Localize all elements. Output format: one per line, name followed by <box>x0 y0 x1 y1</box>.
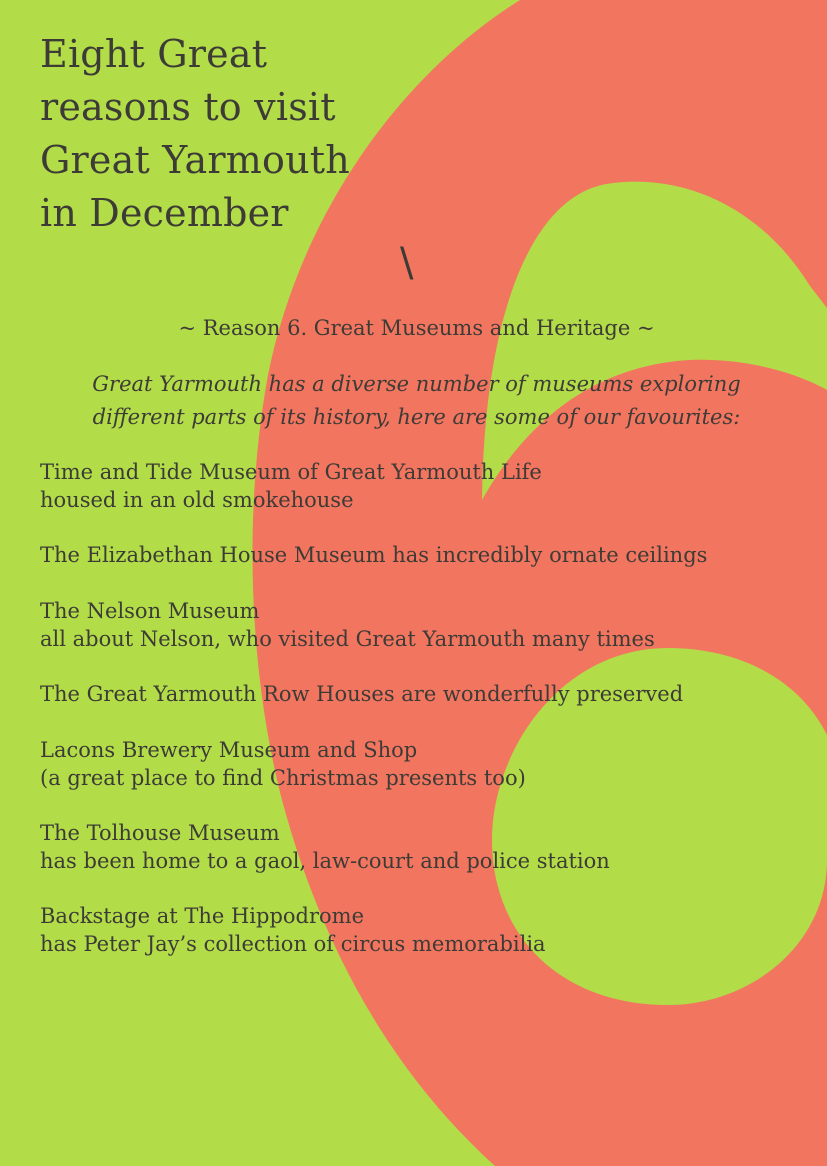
museum-item <box>40 680 683 708</box>
slash-mark: \ <box>400 240 414 286</box>
intro-line: different parts of its history, here are some of our favourites: <box>92 405 741 429</box>
museum-name: Lacons Brewery Museum and Shop <box>40 738 418 762</box>
museum-description: (a great place to find Christmas presents too) <box>40 766 526 790</box>
museum-name: Time and Tide Museum of Great Yarmouth Life <box>40 460 542 484</box>
museum-item <box>40 736 526 792</box>
intro-line: Great Yarmouth has a diverse number of museums exploring <box>92 372 741 396</box>
museum-item <box>40 541 707 569</box>
museum-name: The Tolhouse Museum <box>40 821 280 845</box>
reason-heading: ~ Reason 6. Great Museums and Heritage ~ <box>178 316 655 340</box>
title-line: Great Yarmouth <box>40 138 350 182</box>
museum-item <box>40 902 546 958</box>
museum-item <box>40 597 655 653</box>
museum-description: has been home to a gaol, law-court and police station <box>40 849 610 873</box>
museum-item <box>40 819 610 875</box>
museum-item <box>40 458 542 514</box>
museum-description: all about Nelson, who visited Great Yarmouth many times <box>40 627 655 651</box>
intro-paragraph <box>0 368 827 434</box>
museum-name: The Elizabethan House Museum has incredibly ornate ceilings <box>40 543 708 567</box>
museum-description: has Peter Jay’s collection of circus memorabilia <box>40 932 546 956</box>
museum-name: Backstage at The Hippodrome <box>40 904 365 928</box>
title-line: Eight Great <box>40 32 268 76</box>
page-title <box>40 28 400 240</box>
title-line: in December <box>40 191 289 235</box>
museum-name: The Great Yarmouth Row Houses are wonderfully preserved <box>40 682 684 706</box>
museum-name: The Nelson Museum <box>40 599 260 623</box>
museum-description: housed in an old smokehouse <box>40 488 354 512</box>
title-line: reasons to visit <box>40 85 336 129</box>
